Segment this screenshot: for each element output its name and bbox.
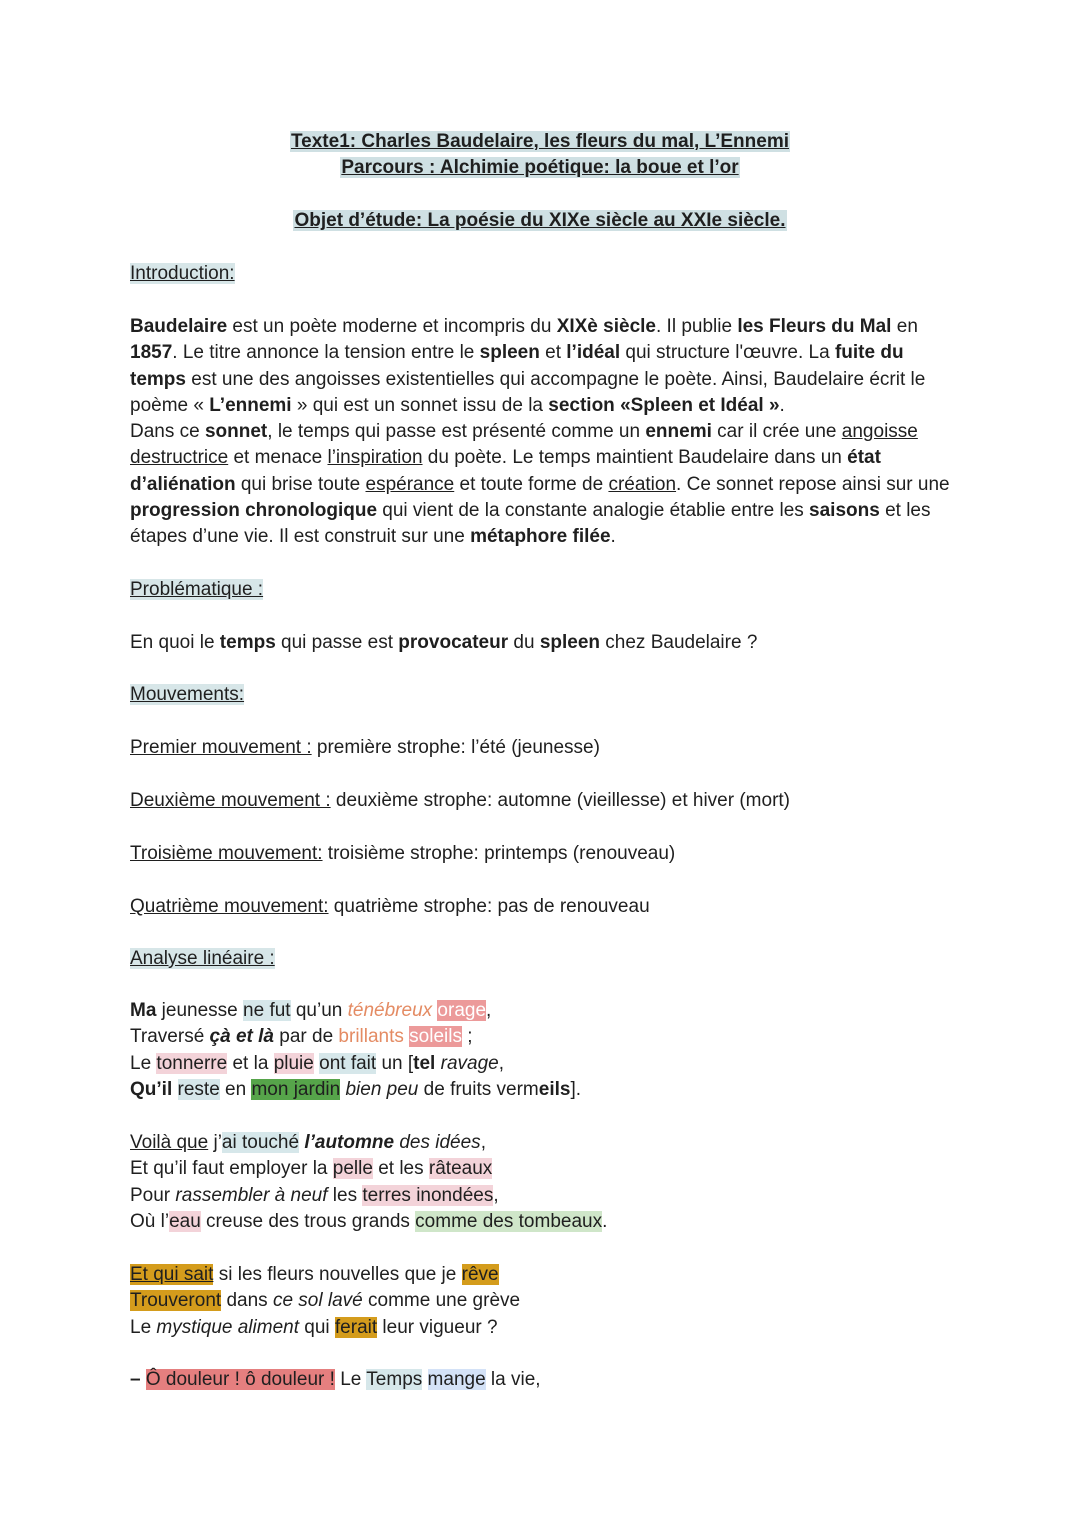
poem-line [130, 1132, 486, 1154]
intro-text-run: Dans ce [130, 421, 205, 443]
poem-word: soleils [409, 1026, 462, 1048]
movement-name: Quatrième mouvement: [130, 896, 329, 917]
intro-text-run: du poète. Le temps maintient Baudelaire dans un [422, 447, 848, 469]
poem-word: qui [298, 1316, 335, 1338]
poem-word: Et qui sait [130, 1264, 214, 1285]
poem-word: comme une grève [362, 1290, 521, 1312]
poem-line [130, 1264, 499, 1286]
poem-word: terres inondées [362, 1184, 494, 1206]
poem-word [172, 1079, 177, 1100]
poem-line [130, 1185, 499, 1207]
movements-heading [130, 684, 244, 706]
intro-text-run: . Le titre annonce la tension entre le [172, 342, 480, 364]
intro-text-run: » qui est un sonnet issu de la [291, 394, 549, 416]
poem-word: qu’un [290, 1000, 348, 1021]
poem-word: l’automne [304, 1132, 395, 1153]
poem-word: ai touché [221, 1132, 300, 1153]
problem-heading [130, 579, 263, 601]
poem-line [130, 1317, 498, 1339]
poem-word: Le [130, 1316, 157, 1338]
intro-text-run: espérance [365, 473, 455, 495]
poem-word: ; [461, 1026, 473, 1048]
movements-label: Mouvements: [130, 684, 245, 705]
intro-text-run: qui structure l'œuvre. La [620, 342, 835, 364]
question-text-run: temps [219, 632, 276, 653]
intro-text-run: fuite du temps [130, 342, 904, 390]
poem-word: – [130, 1369, 146, 1390]
intro-text-run: création [608, 473, 677, 495]
question-text-run: provocateur [398, 632, 509, 653]
poem-word: Voilà que [130, 1132, 209, 1153]
intro-text-run: ennemi [645, 421, 712, 443]
intro-text-run: saisons [809, 500, 880, 522]
intro-text-run: , le temps qui passe est présenté comme un [267, 421, 646, 443]
movement-name: Troisième mouvement: [130, 843, 323, 864]
poem-word: orage [437, 1000, 487, 1021]
poem-word: rêve [461, 1264, 499, 1285]
poem-word: eau [169, 1210, 201, 1232]
intro-text-run: l’inspiration [327, 447, 423, 469]
intro-text-run: et menace [228, 447, 328, 469]
intro-text-run: section «Spleen et Idéal » [548, 394, 780, 416]
poem-word: pelle [332, 1158, 373, 1180]
movement-item [130, 843, 675, 865]
poem-word: mon jardin [251, 1078, 341, 1100]
poem-word: bien peu [345, 1078, 419, 1100]
poem-word [422, 1369, 427, 1390]
intro-text-run: état d’aliénation [130, 447, 881, 495]
poem-word: tel [413, 1052, 436, 1074]
poem-word: dans [221, 1290, 273, 1312]
poem-line [130, 1053, 504, 1075]
poem-word: par de [273, 1026, 339, 1048]
intro-text-run: qui brise toute [235, 473, 366, 495]
intro-text-run: 1857 [130, 342, 173, 364]
intro-text-run: et les étapes d’une vie. Il est construit sur une [130, 500, 931, 548]
parcours-title [0, 157, 1080, 179]
poem-word: , [493, 1184, 499, 1206]
intro-text-run: XIXè siècle [556, 316, 656, 337]
intro-text-run: Baudelaire [130, 316, 228, 337]
movement-description: troisième strophe: printemps (renouveau) [322, 843, 676, 864]
analysis-heading [130, 948, 275, 970]
poem-line [130, 1000, 491, 1022]
intro-text-run: . [610, 526, 616, 548]
poem-word: et la [227, 1052, 274, 1074]
poem-word: Le [130, 1052, 157, 1074]
poem-word: mystique aliment [156, 1316, 299, 1338]
intro-text-run: et toute forme de [454, 473, 609, 495]
intro-text-run: les Fleurs du Mal [737, 316, 892, 337]
intro-text-run: métaphore filée [470, 526, 611, 548]
poem-word: Ô douleur ! ô douleur ! [145, 1369, 335, 1390]
question-text-run: qui passe est [275, 632, 399, 653]
movement-name: Premier mouvement : [130, 737, 312, 758]
poem-word: brillants [338, 1026, 410, 1048]
poem-line [130, 1158, 492, 1180]
intro-text-run: est une des angoisses existentielles qui accompagne le poète. Ainsi, Baudelaire écrit le poème « [130, 368, 926, 416]
poem-word: tonnerre [156, 1052, 228, 1074]
poem-word: rassembler à neuf [175, 1184, 328, 1206]
poem-word: reste [177, 1078, 220, 1100]
intro-text-run: . Il publie [655, 316, 738, 337]
poem-word: ferait [334, 1316, 378, 1338]
analysis-label: Analyse linéaire : [130, 948, 275, 969]
intro-text-run: en [891, 316, 918, 337]
poem-word: Le [334, 1369, 367, 1390]
poem-word: eils [538, 1078, 571, 1100]
intro-heading [130, 263, 235, 285]
poem-line [130, 1290, 520, 1312]
study-object-text: Objet d’étude: La poésie du XIXe siècle au XXIe siècle. [294, 210, 786, 231]
poem-word: çà et là [209, 1026, 274, 1048]
intro-text-run: progression chronologique [130, 500, 378, 522]
intro-paragraph [130, 314, 950, 551]
poem-word: Et qu’il faut employer la [130, 1158, 333, 1180]
poem-line [130, 1026, 473, 1048]
poem-word: Ma [130, 1000, 157, 1021]
intro-text-run: car il crée une [711, 421, 842, 443]
poem-word: jeunesse [156, 1000, 244, 1021]
intro-text-run: est un poète moderne et incompris du [227, 316, 557, 337]
intro-text-run: l’idéal [566, 342, 621, 364]
intro-text-run: et [539, 342, 567, 364]
movement-description: première strophe: l’été (jeunesse) [311, 737, 600, 758]
poem-word: comme des tombeaux [415, 1210, 603, 1232]
title-line-1: Texte1: Charles Baudelaire, les fleurs du mal, L’Ennemi [290, 131, 790, 152]
poem-word: Où l’ [130, 1210, 170, 1232]
poem-word: , [480, 1132, 486, 1153]
intro-text-run: . [779, 394, 785, 416]
movement-description: quatrième strophe: pas de renouveau [328, 896, 650, 917]
poem-word: un [ [376, 1052, 414, 1074]
poem-word: leur vigueur ? [377, 1316, 498, 1338]
question-text-run: chez Baudelaire ? [600, 632, 758, 653]
poem-word: mange [427, 1369, 486, 1390]
poem-word: pluie [273, 1052, 314, 1074]
poem-word: j’ [208, 1132, 222, 1153]
poem-word: Temps [366, 1369, 423, 1390]
poem-word: et les [372, 1158, 429, 1180]
poem-line [130, 1211, 607, 1233]
poem-word: la vie, [485, 1369, 541, 1390]
movement-item [130, 790, 790, 812]
poem-word: si les fleurs nouvelles que je [213, 1264, 462, 1285]
poem-word: les [327, 1184, 363, 1206]
poem-word: des idées [399, 1132, 481, 1153]
poem-word: ont fait [319, 1052, 377, 1074]
study-object [0, 210, 1080, 232]
movement-item [130, 737, 600, 759]
poem-word: ravage [440, 1052, 499, 1074]
intro-text-run: sonnet [204, 421, 268, 443]
intro-text-run: spleen [479, 342, 540, 364]
poem-word: ne fut [243, 1000, 291, 1021]
question-text-run: En quoi le [130, 632, 220, 653]
poem-word: Trouveront [130, 1290, 222, 1312]
title-line-2: Parcours : Alchimie poétique: la boue et l’or [341, 157, 739, 178]
intro-text-run: L’ennemi [209, 394, 292, 416]
question-text-run: spleen [539, 632, 601, 653]
poem-line [130, 1079, 581, 1101]
poem-word: creuse des trous grands [200, 1210, 416, 1232]
poem-word: de fruits verm [418, 1078, 539, 1100]
poem-word: en [219, 1078, 252, 1100]
poem-word: râteaux [428, 1158, 493, 1180]
poem-word: ]. [570, 1078, 582, 1100]
poem-word: , [486, 1000, 492, 1021]
intro-text-run: angoisse destructrice [130, 421, 918, 469]
movement-description: deuxième strophe: automne (vieillesse) et hiver (mort) [330, 790, 791, 811]
intro-label: Introduction: [130, 263, 235, 284]
problem-question [130, 632, 757, 654]
intro-text-run: qui vient de la constante analogie établie entre les [377, 500, 810, 522]
question-text-run: du [508, 632, 540, 653]
poem-line [130, 1369, 541, 1391]
poem-word: . [602, 1210, 608, 1232]
document-title [0, 131, 1080, 153]
problem-label: Problématique : [130, 579, 264, 600]
poem-word: Traversé [130, 1026, 210, 1048]
poem-word: Qu’il [130, 1078, 173, 1100]
poem-word: , [498, 1052, 505, 1074]
intro-text-run: . Ce sonnet repose ainsi sur une [676, 473, 950, 495]
poem-word: ce sol lavé [272, 1290, 363, 1312]
poem-word: Pour [130, 1184, 176, 1206]
movement-item [130, 896, 650, 918]
poem-word: ténébreux [347, 1000, 438, 1021]
movement-name: Deuxième mouvement : [130, 790, 331, 811]
